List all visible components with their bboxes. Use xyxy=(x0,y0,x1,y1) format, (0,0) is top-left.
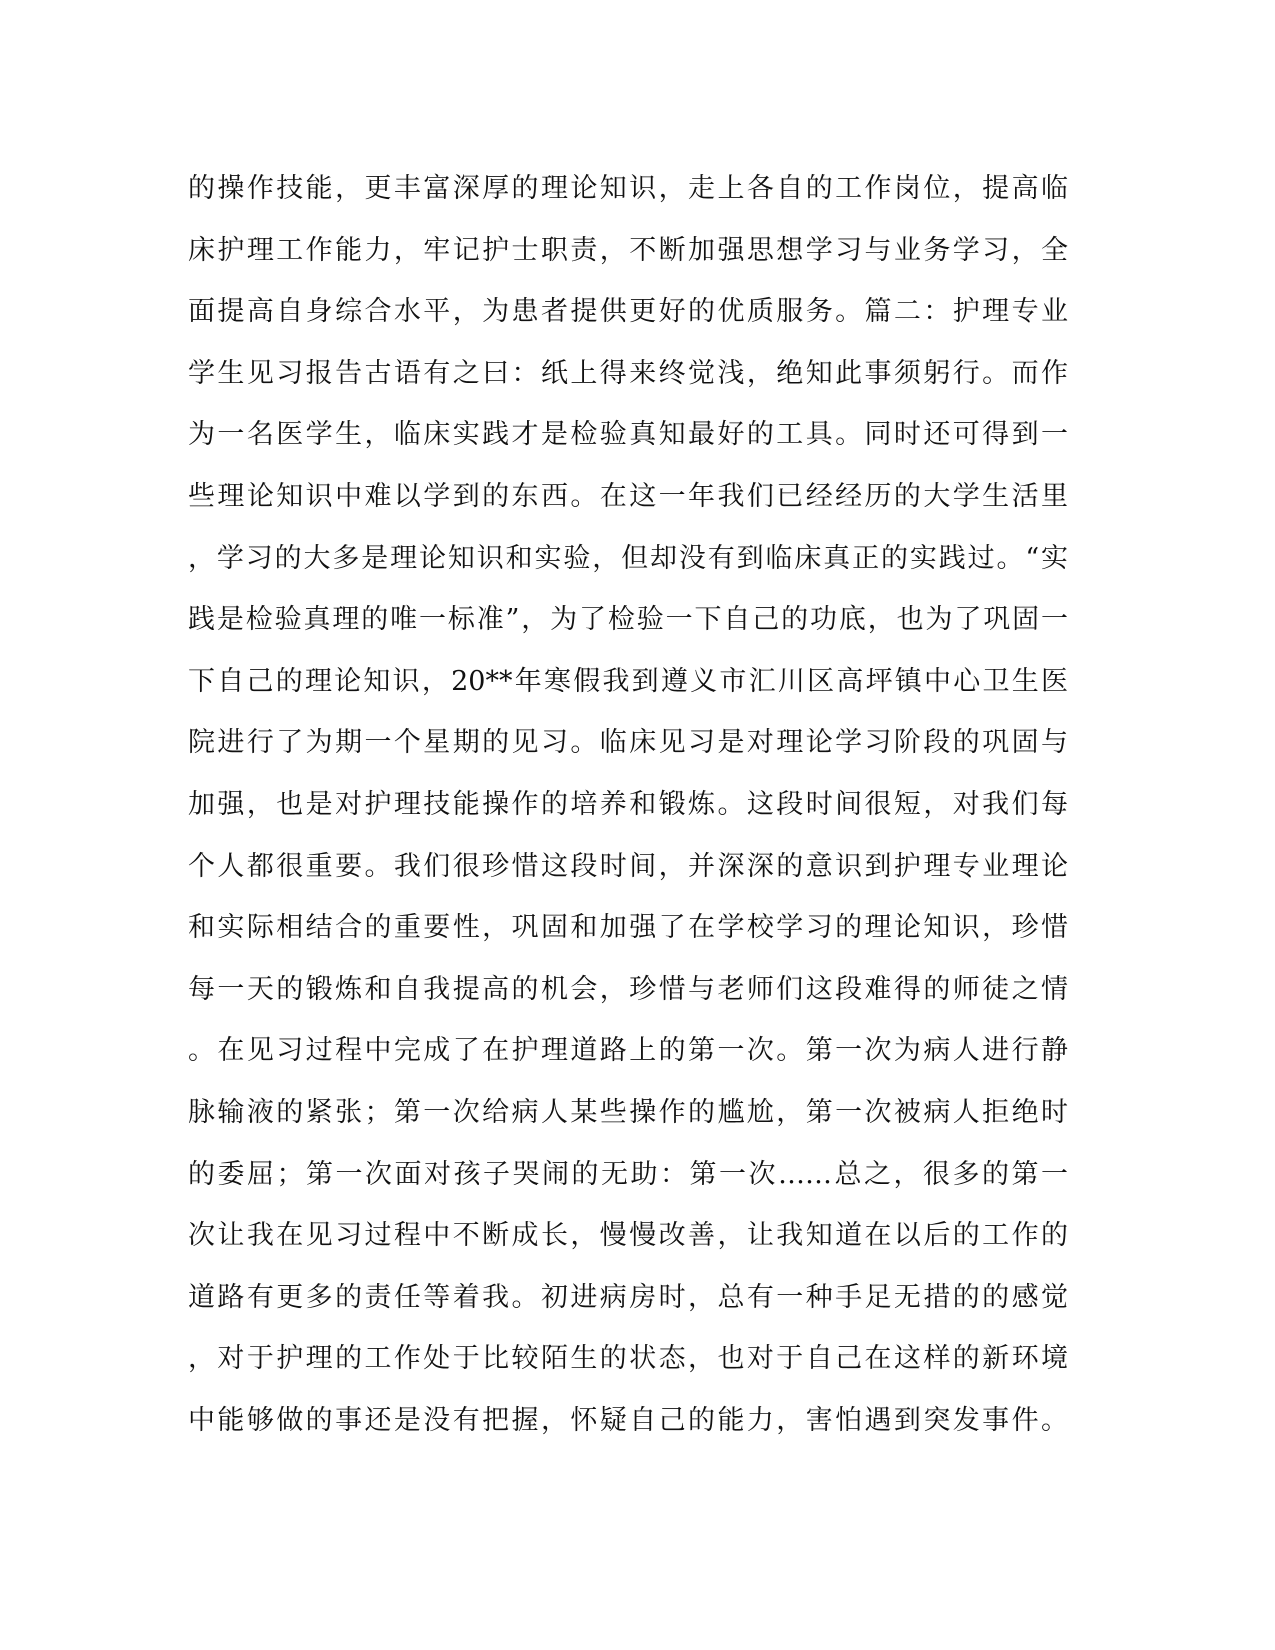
text-line: 院进行了为期一个星期的见习。临床见习是对理论学习阶段的巩固与 xyxy=(188,727,1068,759)
text-line: 道路有更多的责任等着我。初进病房时，总有一种手足无措的的感觉 xyxy=(188,1281,1068,1313)
text-line: ，学习的大多是理论知识和实验，但却没有到临床真正的实践过。“实 xyxy=(188,542,1068,574)
text-line: 和实际相结合的重要性，巩固和加强了在学校学习的理论知识，珍惜 xyxy=(188,912,1068,944)
text-line: 的操作技能，更丰富深厚的理论知识，走上各自的工作岗位，提高临 xyxy=(188,173,1068,204)
text-line: ，对于护理的工作处于比较陌生的状态，也对于自己在这样的新环境 xyxy=(188,1343,1068,1375)
text-line: 个人都很重要。我们很珍惜这段时间，并深深的意识到护理专业理论 xyxy=(188,850,1068,882)
text-line: 的委屈；第一次面对孩子哭闹的无助：第一次……总之，很多的第一 xyxy=(188,1158,1068,1190)
body-text xyxy=(188,158,1068,1451)
text-line: 次让我在见习过程中不断成长，慢慢改善，让我知道在以后的工作的 xyxy=(188,1220,1068,1252)
text-line: 每一天的锻炼和自我提高的机会，珍惜与老师们这段难得的师徒之情 xyxy=(188,973,1068,1005)
text-line: 为一名医学生，临床实践才是检验真知最好的工具。同时还可得到一 xyxy=(188,419,1068,451)
text-line: 下自己的理论知识，20**年寒假我到遵义市汇川区高坪镇中心卫生医 xyxy=(188,665,1068,697)
text-line: 加强，也是对护理技能操作的培养和锻炼。这段时间很短，对我们每 xyxy=(188,788,1068,820)
text-line: 。在见习过程中完成了在护理道路上的第一次。第一次为病人进行静 xyxy=(188,1035,1068,1067)
text-line: 面提高自身综合水平，为患者提供更好的优质服务。篇二：护理专业 xyxy=(188,296,1068,328)
text-line: 些理论知识中难以学到的东西。在这一年我们已经经历的大学生活里 xyxy=(188,480,1068,512)
text-line: 践是检验真理的唯一标准”，为了检验一下自己的功底，也为了巩固一 xyxy=(188,604,1068,636)
text-line: 学生见习报告古语有之曰：纸上得来终觉浅，绝知此事须躬行。而作 xyxy=(188,357,1068,389)
text-line: 脉输液的紧张；第一次给病人某些操作的尴尬，第一次被病人拒绝时 xyxy=(188,1096,1068,1128)
text-line: 床护理工作能力，牢记护士职责，不断加强思想学习与业务学习，全 xyxy=(188,234,1068,266)
text-line: 中能够做的事还是没有把握，怀疑自己的能力，害怕遇到突发事件。 xyxy=(188,1404,1068,1436)
